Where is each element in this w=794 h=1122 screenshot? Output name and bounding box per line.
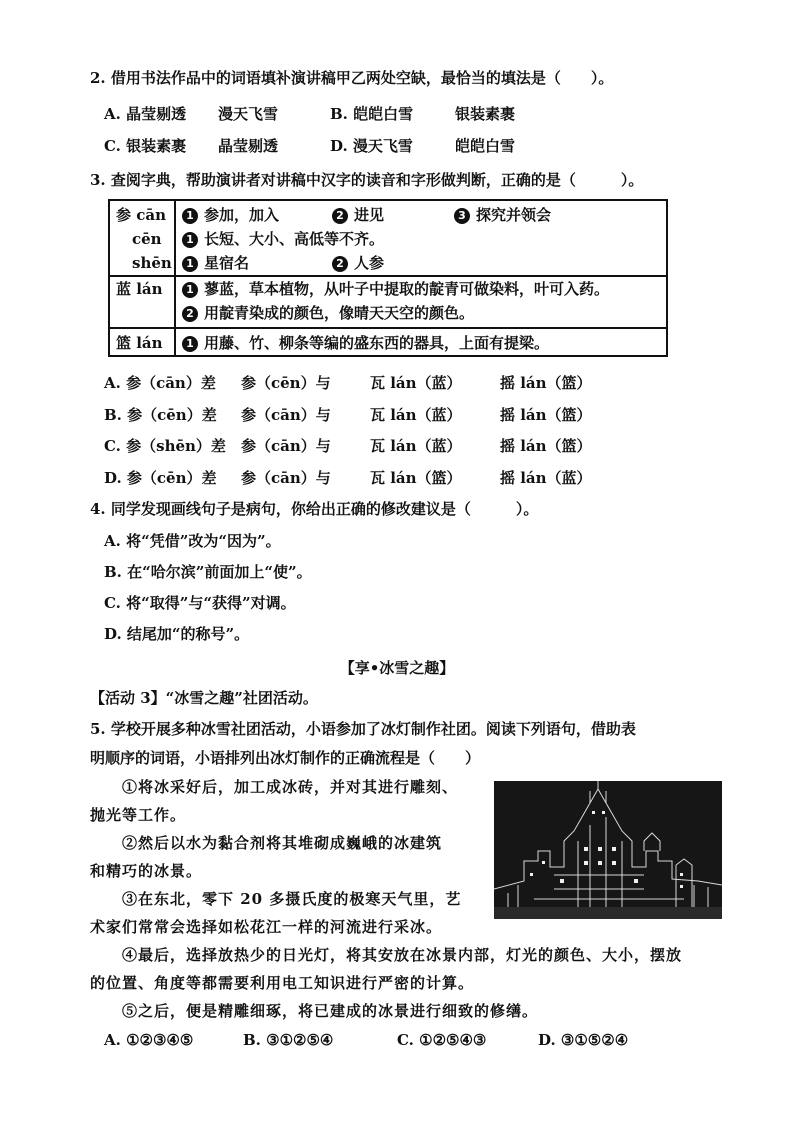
q5-sentence-1a: ①将冰采好后，加工成冰砖，并对其进行雕刻、	[122, 778, 459, 796]
q2-stem: 2. 借用书法作品中的词语填补演讲稿甲乙两处空缺，最恰当的填法是（ ）。	[90, 69, 614, 87]
section-title: 【享•冰雪之趣】	[339, 659, 455, 677]
table-divider	[174, 201, 176, 355]
q3-option-a-1: A. 参（cān）差	[104, 374, 216, 392]
q3-stem: 3. 查阅字典，帮助演讲者对讲稿中汉字的读音和字形做判断，正确的是（ ）。	[90, 171, 644, 189]
q5-option-b: B. ③①②⑤④	[243, 1031, 334, 1049]
dict-lan-blue-def-1-text: 蓼蓝，草本植物，从叶子中提取的靛青可做染料，叶可入药。	[204, 280, 610, 298]
activity-title: 【活动 3】“冰雪之趣”社团活动。	[90, 689, 318, 707]
q3-option-d-2: 参（cān）与	[241, 469, 331, 487]
dict-cen-def-1	[182, 229, 384, 249]
dictionary-table	[108, 199, 668, 357]
q3-option-c-4: 摇 lán（篮）	[500, 437, 592, 455]
q4-option-b: B. 在“哈尔滨”前面加上“使”。	[104, 563, 312, 581]
q3-option-c-3: 瓦 lán（蓝）	[370, 437, 462, 455]
q3-option-d-3: 瓦 lán（篮）	[370, 469, 462, 487]
q5-stem-line-1: 5. 学校开展多种冰雪社团活动，小语参加了冰灯制作社团。阅读下列语句，借助表	[90, 720, 636, 738]
q3-option-b-3: 瓦 lán（蓝）	[370, 406, 462, 424]
number-badge: 1	[182, 232, 198, 248]
q5-sentence-5: ⑤之后，便是精雕细琢，将已建成的冰景进行细致的修缮。	[122, 1002, 539, 1020]
q2-option-d-second: 皑皑白雪	[455, 137, 516, 155]
dict-head-lan-blue: 蓝 lán	[116, 280, 163, 298]
q4-option-c: C. 将“取得”与“获得”对调。	[104, 594, 296, 612]
q5-sentence-3a: ③在东北，零下 20 多摄氏度的极寒天气里，艺	[122, 890, 462, 908]
ice-castle-illustration	[494, 781, 722, 919]
dict-head-lan-basket: 篮 lán	[116, 334, 163, 352]
q5-option-c: C. ①②⑤④③	[397, 1031, 487, 1049]
dict-head-cen: cēn	[132, 230, 162, 248]
q5-sentence-1b: 抛光等工作。	[90, 806, 187, 824]
q5-sentence-3b: 术家们常常会选择如松花江一样的河流进行采冰。	[90, 918, 443, 936]
dict-lan-blue-def-1	[182, 279, 609, 299]
q4-stem: 4. 同学发现画线句子是病句，你给出正确的修改建议是（ ）。	[90, 500, 539, 518]
number-badge: 1	[182, 336, 198, 352]
q4-option-a: A. 将“凭借”改为“因为”。	[104, 532, 281, 550]
dict-lan-basket-def-1	[182, 333, 549, 353]
dict-lan-basket-def-1-text: 用藤、竹、柳条等编的盛东西的器具，上面有提梁。	[204, 334, 550, 352]
dict-head-can: 参 cān	[116, 206, 166, 224]
number-badge: 2	[332, 256, 348, 272]
q2-option-b: B. 皑皑白雪	[330, 105, 414, 123]
q3-option-c-1: C. 参（shēn）差	[104, 437, 226, 455]
q5-sentence-2a: ②然后以水为黏合剂将其堆砌成巍峨的冰建筑	[122, 834, 443, 852]
number-badge: 1	[182, 282, 198, 298]
dict-can-def-2-text: 进见	[354, 206, 385, 224]
q3-option-c-2: 参（cān）与	[241, 437, 331, 455]
number-badge: 1	[182, 256, 198, 272]
table-rule	[110, 275, 666, 277]
dict-shen-def-1-text: 星宿名	[204, 254, 250, 272]
q2-option-d: D. 漫天飞雪	[330, 137, 413, 155]
dict-can-def-2	[332, 205, 384, 225]
table-rule	[110, 327, 666, 329]
q2-option-a: A. 晶莹剔透	[104, 105, 187, 123]
dict-shen-def-2-text: 人参	[354, 254, 385, 272]
q5-sentence-4b: 的位置、角度等都需要利用电工知识进行严密的计算。	[90, 974, 475, 992]
dict-can-def-3	[454, 205, 551, 225]
q3-option-b-2: 参（cān）与	[241, 406, 331, 424]
q3-option-d-4: 摇 lán（蓝）	[500, 469, 592, 487]
q5-option-d: D. ③①⑤②④	[538, 1031, 629, 1049]
q5-option-a: A. ①②③④⑤	[104, 1031, 194, 1049]
number-badge: 1	[182, 208, 198, 224]
dict-can-def-3-text: 探究并领会	[476, 206, 552, 224]
q5-sentence-2b: 和精巧的冰景。	[90, 862, 203, 880]
q3-option-d-1: D. 参（cēn）差	[104, 469, 217, 487]
dict-cen-def-1-text: 长短、大小、高低等不齐。	[204, 230, 385, 248]
q5-stem-line-2: 明顺序的词语，小语排列出冰灯制作的正确流程是（ ）	[90, 749, 481, 767]
dict-lan-blue-def-2-text: 用靛青染成的颜色，像晴天天空的颜色。	[204, 304, 475, 322]
q2-option-c: C. 银装素裹	[104, 137, 187, 155]
dict-head-shen: shēn	[132, 254, 172, 272]
q2-option-b-second: 银装素裹	[455, 105, 516, 123]
number-badge: 3	[454, 208, 470, 224]
number-badge: 2	[182, 306, 198, 322]
q3-option-a-3: 瓦 lán（蓝）	[370, 374, 462, 392]
dict-can-def-1-text: 参加，加入	[204, 206, 280, 224]
dict-lan-blue-def-2	[182, 303, 474, 323]
q3-option-a-2: 参（cēn）与	[241, 374, 331, 392]
q4-option-d: D. 结尾加“的称号”。	[104, 625, 250, 643]
dict-can-def-1	[182, 205, 279, 225]
q2-option-c-second: 晶莹剔透	[218, 137, 279, 155]
number-badge: 2	[332, 208, 348, 224]
q3-option-b-4: 摇 lán（篮）	[500, 406, 592, 424]
q2-option-a-second: 漫天飞雪	[218, 105, 279, 123]
q3-option-b-1: B. 参（cēn）差	[104, 406, 217, 424]
ice-castle-photo	[494, 781, 722, 919]
q5-sentence-4a: ④最后，选择放热少的日光灯，将其安放在冰景内部，灯光的颜色、大小，摆放	[122, 946, 683, 964]
dict-shen-def-1	[182, 253, 249, 273]
q3-option-a-4: 摇 lán（篮）	[500, 374, 592, 392]
dict-shen-def-2	[332, 253, 384, 273]
